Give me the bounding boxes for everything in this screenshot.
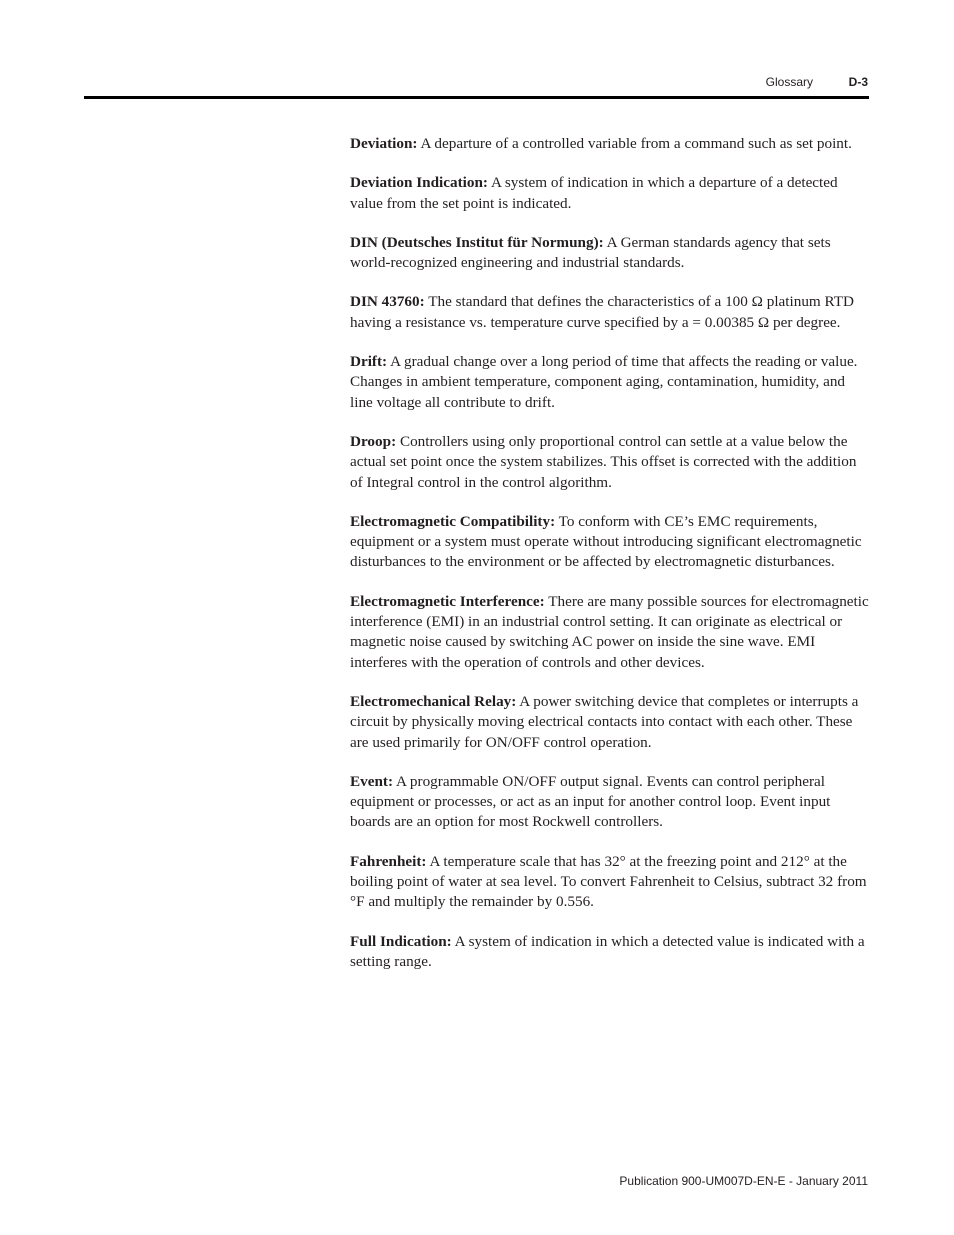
glossary-entry-deviation <box>350 134 869 154</box>
entry-definition: A departure of a controlled variable from a command such as set point. <box>420 135 852 152</box>
entry-definition: A gradual change over a long period of time that affects the reading or value. Changes in ambient temperature, component aging, contamination, humidity, and line voltage all contribute to drift. <box>350 353 858 411</box>
entry-term: Full Indication: <box>350 932 452 950</box>
entry-definition: A programmable ON/OFF output signal. Events can control peripheral equipment or processes, or act as an input for another control loop. Event input boards are an option for most Rockwell controllers. <box>350 772 831 831</box>
entry-term: Fahrenheit: <box>350 852 427 870</box>
entry-term: Droop: <box>350 432 397 450</box>
entry-definition: A system of indication in which a departure of a detected value from the set point is indicated. <box>350 174 838 212</box>
entry-term: Deviation: <box>350 135 418 152</box>
entry-term: Electromagnetic Interference: <box>350 592 545 610</box>
entry-definition: There are many possible sources for electromagnetic interference (EMI) in an industrial control setting. It can originate as electrical or magnetic noise caused by switching AC power on inside the sine wave. EMI interferes with the operation of controls and other devices. <box>350 592 869 671</box>
entry-definition: To conform with CE’s EMC requirements, equipment or a system must operate without introducing significant electromagnetic disturbances to the environment or be affected by electromagnetic disturbances. <box>350 512 862 571</box>
glossary-entry-fahrenheit <box>350 852 869 913</box>
glossary-entry-event <box>350 772 869 833</box>
entry-term: DIN (Deutsches Institut für Normung): <box>350 233 604 251</box>
header-divider <box>84 96 869 99</box>
entry-term: Event: <box>350 772 394 790</box>
glossary-entry-deviation-indication <box>350 173 869 214</box>
entry-definition: Controllers using only proportional control can settle at a value below the actual set point once the system stabilizes. This offset is corrected with the addition of Integral control in the control algorithm. <box>350 432 857 491</box>
header-page-number: D-3 <box>848 75 868 89</box>
glossary-entry-droop <box>350 432 869 493</box>
entry-term: Electromechanical Relay: <box>350 692 517 710</box>
entry-term: Drift: <box>350 353 388 371</box>
header-section-title: Glossary <box>765 75 813 89</box>
glossary-entry-electromagnetic-compatibility <box>350 512 869 573</box>
entry-term: DIN 43760: <box>350 293 425 311</box>
glossary-entry-din-43760 <box>350 292 869 333</box>
entry-definition: The standard that defines the characteristics of a 100 Ω platinum RTD having a resistance vs. temperature curve specified by a = 0.00385 Ω per degree. <box>350 293 854 331</box>
entry-term: Electromagnetic Compatibility: <box>350 512 556 530</box>
page-header <box>0 74 954 92</box>
glossary-entry-din <box>350 233 869 274</box>
entry-definition: A temperature scale that has 32° at the freezing point and 212° at the boiling point of water at sea level. To convert Fahrenheit to Celsius, subtract 32 from °F and multiply the remainder by 0.556. <box>350 852 867 911</box>
entry-term: Deviation Indication: <box>350 174 488 192</box>
publication-footer: Publication 900-UM007D-EN-E - January 2011 <box>619 1174 868 1188</box>
glossary-entries <box>350 134 869 991</box>
glossary-entry-electromechanical-relay <box>350 692 869 753</box>
glossary-entry-drift <box>350 352 869 413</box>
entry-definition: A German standards agency that sets world-recognized engineering and industrial standards. <box>350 233 831 272</box>
glossary-entry-electromagnetic-interference <box>350 592 869 673</box>
glossary-entry-full-indication <box>350 932 869 973</box>
entry-definition: A power switching device that completes or interrupts a circuit by physically moving electrical contacts into contact with each other. These are used primarily for ON/OFF control operation. <box>350 692 859 751</box>
entry-definition: A system of indication in which a detected value is indicated with a setting range. <box>350 932 865 970</box>
